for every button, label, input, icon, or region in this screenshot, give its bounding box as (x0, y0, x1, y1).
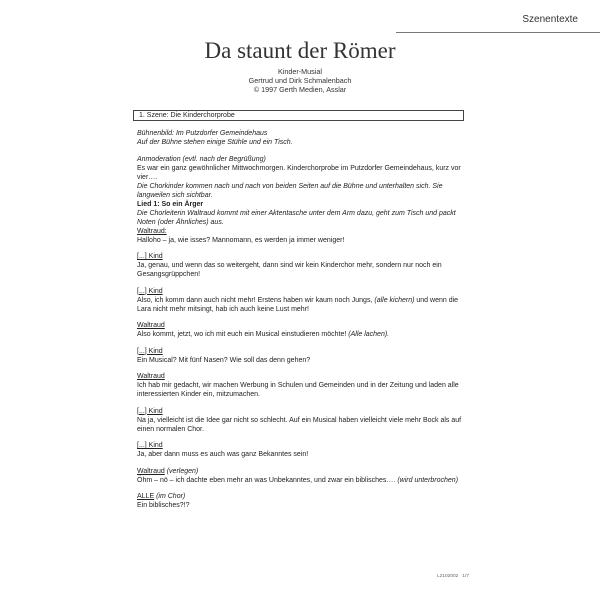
dialogue-line (137, 372, 462, 399)
speaker-name: Waltraud (137, 373, 165, 380)
dialogue-text (137, 476, 462, 485)
dialogue-line (137, 227, 462, 245)
dialogue-line (137, 321, 462, 339)
dialogue-text (137, 330, 462, 339)
stage-label: Bühnenbild: (137, 130, 174, 137)
dialogue-line (137, 347, 462, 365)
subtitle-block (0, 67, 600, 94)
dialogue-text: Ein biblisches?!? (137, 502, 190, 509)
stage-direction: Die Chorkinder kommen nach und nach von beiden Seiten auf die Bühne und unterhalten sich. Sie langweilen sich sichtbar. (137, 182, 443, 199)
dialogue-text: Ich hab mir gedacht, wir machen Werbung in Schulen und Gemeinden und in der Zeitung und laden alle interessierten Kinder ein, mitzumachen. (137, 382, 459, 398)
announcement-note: (evtl. nach der Begrüßung) (182, 155, 266, 163)
subtitle-authors: Gertrud und Dirk Schmalenbach (248, 76, 352, 85)
speaker-name: Waltraud: (137, 227, 167, 235)
stage-direction: Die Chorleiterin Waltraud kommt mit einer Aktentasche unter dem Arm dazu, geht zum Tisch und packt Noten (oder Ähnliches) aus. (137, 209, 456, 226)
dialogue-text-part: Öhm – nö – ich dachte eben mehr an was Unbekanntes, und zwar ein biblisches…. (137, 476, 396, 484)
speaker-name: [...] Kind (137, 253, 163, 260)
dialogue-text (137, 296, 462, 314)
subtitle-copyright: © 1997 Gerth Medien, Asslar (253, 85, 347, 94)
document-title: Da staunt der Römer (204, 38, 396, 63)
dialogue-text: Ja, genau, und wenn das so weitergeht, dann sind wir kein Kinderchor mehr, sondern nur noch ein Gesangsgrüppchen! (137, 262, 442, 278)
announcement-label: Anmoderation (137, 155, 181, 163)
scene-heading: 1. Szene: Die Kinderchorprobe (133, 110, 464, 121)
speaker-name: Waltraud (137, 322, 165, 329)
speaker-name: ALLE (137, 493, 155, 500)
dialogue-text-part: und wenn die Lara nicht mehr mitsingt, hab ich auch keine Lust mehr! (137, 296, 459, 313)
section-label: Szenentexte (522, 14, 578, 25)
dialogue-text: Halloho – ja, wie isses? Mannomann, es werden ja immer weniger! (137, 236, 345, 244)
header-rule (396, 32, 600, 33)
dialogue-line (137, 467, 462, 485)
speaker-name: [...] Kind (137, 287, 163, 295)
speaker-name: Waltraud (137, 467, 165, 475)
stage-setting (137, 129, 462, 147)
announcement (137, 155, 462, 164)
stage-place: Im Putzdorfer Gemeindehaus (175, 130, 268, 137)
page-footer (437, 574, 469, 579)
inline-direction: (alle kichern) (374, 296, 415, 304)
dialogue-line (137, 492, 462, 510)
inline-direction: (wird unterbrochen) (397, 476, 459, 484)
dialogue-text: Ein Musical? Mit fünf Nasen? Wie soll das denn gehen? (137, 356, 311, 364)
dialogue-line (137, 252, 462, 279)
speaker-name: [...] Kind (137, 442, 163, 449)
subtitle-genre: Kinder-Musial (278, 67, 322, 76)
dialogue-line (137, 407, 462, 434)
dialogue-line (137, 441, 462, 459)
speaker-name: [...] Kind (137, 407, 163, 415)
narration: Es war ein ganz gewöhnlicher Mittwochmorgen. Kinderchorprobe im Putzdorfer Gemeindehaus, kurz vor vier…. (137, 164, 461, 181)
speaker-note: (im Chor) (156, 493, 186, 500)
dialogue-line (137, 287, 462, 314)
dialogue-text: Ja, aber dann muss es auch was ganz Bekanntes sein! (137, 451, 309, 458)
stage-description: Auf der Bühne stehen einige Stühle und ein Tisch. (137, 139, 293, 146)
speaker-note: (verlegen) (166, 467, 199, 475)
dialogue-text: Na ja, vielleicht ist die Idee gar nicht so schlecht. Auf ein Musical haben vielleicht viele mehr Bock als auf einen normalen Chor. (137, 416, 462, 433)
script-content (137, 129, 462, 518)
document-code: L2102002 (436, 574, 459, 579)
page-number: 1/7 (462, 574, 469, 579)
dialogue-text-part: Also, ich komm dann auch nicht mehr! Erstens haben wir kaum noch Jungs, (137, 296, 373, 304)
dialogue-text-part: Also kommt, jetzt, wo ich mit euch ein Musical einstudieren möchte! (137, 331, 347, 338)
inline-direction: (Alle lachen). (348, 331, 390, 338)
speaker-name: [...] Kind (137, 347, 163, 355)
song-title: Lied 1: So ein Ärger (137, 200, 204, 208)
